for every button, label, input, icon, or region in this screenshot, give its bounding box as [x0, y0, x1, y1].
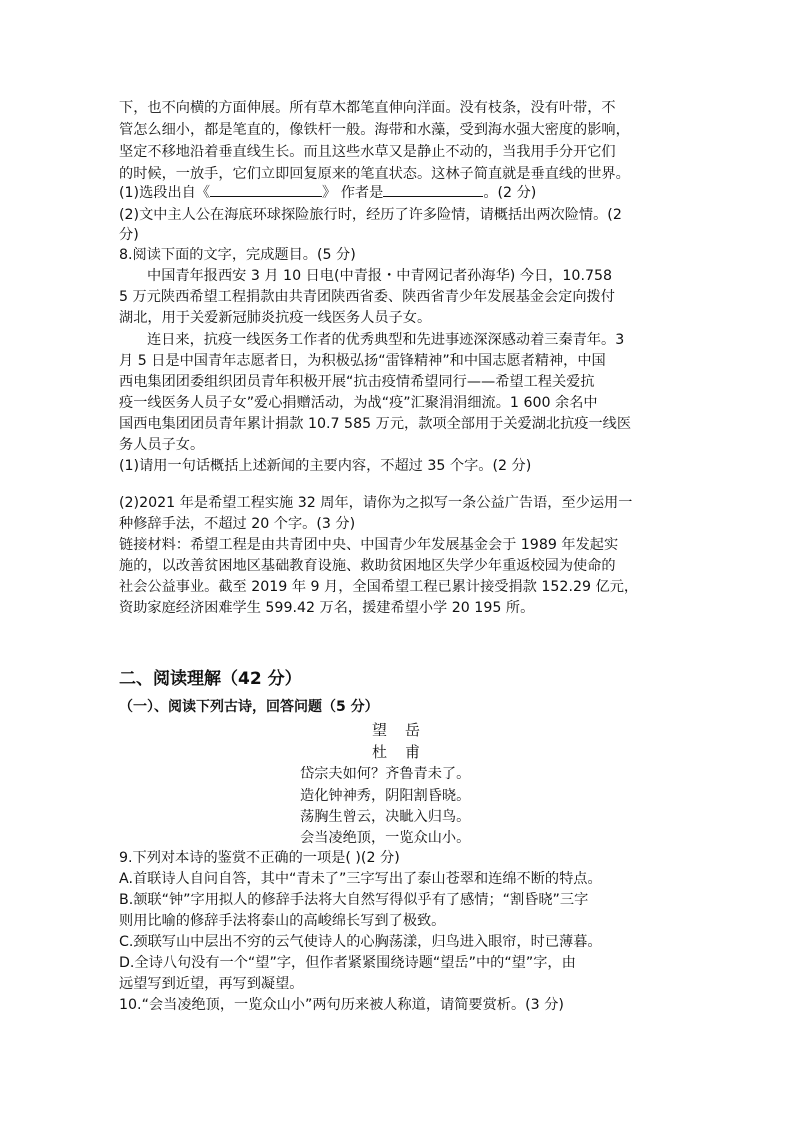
section-subheading: （一）、阅读下列古诗，回答问题（5 分） — [119, 699, 379, 715]
passage-line: 管怎么细小，都是笔直的，像铁杆一般。海带和水藻，受到海水强大密度的影响， — [119, 122, 630, 138]
poem-author: 杜甫 — [372, 743, 439, 761]
poem-line: 荡胸生曾云，决眦入归鸟。 — [300, 809, 471, 825]
q9-stem: 9.下列对本诗的鉴赏不正确的一项是( )(2 分) — [119, 850, 400, 866]
poem-title: 望岳 — [372, 721, 439, 739]
q7-part1-suffix: 。(2 分) — [483, 185, 537, 201]
news-para2-line: 西电集团团委组织团员青年积极开展“抗击疫情希望同行——希望工程关爱抗 — [119, 374, 595, 390]
news-para2-line: 国西电集团团员青年累计捐款 10.7 585 万元，款项全部用于关爱湖北抗疫一线医 — [119, 416, 632, 432]
link-material-line: 社会公益事业。截至 2019 年 9 月，全国希望工程已累计接受捐款 152.29 亿元， — [119, 579, 639, 595]
q9-option-d: D.全诗八句没有一个“望”字，但作者紧紧围绕诗题“望岳”中的“望”字，由 — [119, 955, 576, 971]
q7-part2-line: (2)文中主人公在海底环球探险旅行时，经历了许多险情，请概括出两次险情。(2 — [119, 207, 622, 223]
q8-heading: 8.阅读下面的文字，完成题目。(5 分) — [119, 247, 356, 263]
q7-part1-mid: 》 作者是 — [322, 185, 384, 201]
link-material-line: 施的，以改善贫困地区基础教育设施、救助贫困地区失学少年重返校园为使命的 — [119, 558, 616, 574]
link-material-line: 链接材料：希望工程是由共青团中央、中国青少年发展基金会于 1989 年发起实 — [119, 537, 619, 553]
q8-sub2-line: (2)2021 年是希望工程实施 32 周年，请你为之拟写一条公益广告语，至少运用一 — [119, 495, 633, 511]
news-para1-line: 湖北，用于关爱新冠肺炎抗疫一线医务人员子女。 — [119, 310, 432, 326]
news-para2-line: 连日来，抗疫一线医务工作者的优秀典型和先进事迹深深感动着三秦青年。3 — [147, 332, 625, 348]
passage-line: 下，也不向横的方面伸展。所有草木都笔直伸向洋面。没有枝条，没有叶带，不 — [119, 100, 616, 116]
poem-line: 造化钟神秀，阴阳割昏晓。 — [300, 788, 471, 804]
news-para2-line: 务人员子女。 — [119, 437, 205, 453]
link-material-line: 资助家庭经济困难学生 599.42 万名，援建希望小学 20 195 所。 — [119, 600, 535, 616]
q10-stem: 10.“会当凌绝顶，一览众山小”两句历来被人称道，请简要赏析。(3 分) — [119, 997, 564, 1013]
news-para1-line: 中国青年报西安 3 月 10 日电(中青报・中青网记者孙海华) 今日，10.758 — [147, 268, 613, 284]
q9-option-a: A.首联诗人自问自答，其中“青未了”三字写出了泰山苍翠和连绵不断的特点。 — [119, 871, 602, 887]
author-blank[interactable] — [383, 182, 483, 197]
q9-option-d-cont: 远望写到近望，再写到凝望。 — [119, 976, 304, 992]
news-para2-line: 疫一线医务人员子女”爱心捐赠活动，为战“疫”汇聚涓涓细流。1 600 余名中 — [119, 395, 598, 411]
news-para2-line: 月 5 日是中国青年志愿者日，为积极弘扬“雷锋精神”和中国志愿者精神，中国 — [119, 353, 606, 369]
q7-part2-line: 分) — [119, 227, 139, 243]
q8-sub1: (1)请用一句话概括上述新闻的主要内容，不超过 35 个字。(2 分) — [119, 458, 532, 474]
q7-part1-prefix: (1)选段出自《 — [119, 185, 211, 201]
passage-line: 的时候，一放手，它们立即回复原来的笔直状态。这林子简直就是垂直线的世界。 — [119, 166, 630, 182]
q8-sub2-line: 种修辞手法，不超过 20 个字。(3 分) — [119, 516, 356, 532]
q9-option-c: C.颈联写山中层出不穷的云气使诗人的心胸荡漾，归鸟进入眼帘，时已薄暮。 — [119, 934, 602, 950]
q9-option-b: B.颔联“钟”字用拟人的修辞手法将大自然写得似乎有了感情；“割昏晓”三字 — [119, 892, 589, 908]
section-heading: 二、阅读理解（42 分） — [119, 669, 302, 689]
passage-line: 坚定不移地沿着垂直线生长。而且这些水草又是静止不动的，当我用手分开它们 — [119, 144, 616, 160]
poem-line: 会当凌绝顶，一览众山小。 — [300, 830, 471, 846]
book-title-blank[interactable] — [210, 182, 322, 197]
poem-line: 岱宗夫如何？齐鲁青未了。 — [300, 766, 471, 782]
q9-option-b-cont: 则用比喻的修辞手法将泰山的高峻绵长写到了极致。 — [119, 913, 446, 929]
q7-part1 — [119, 182, 679, 204]
news-para1-line: 5 万元陕西希望工程捐款由共青团陕西省委、陕西省青少年发展基金会定向拨付 — [119, 289, 615, 305]
